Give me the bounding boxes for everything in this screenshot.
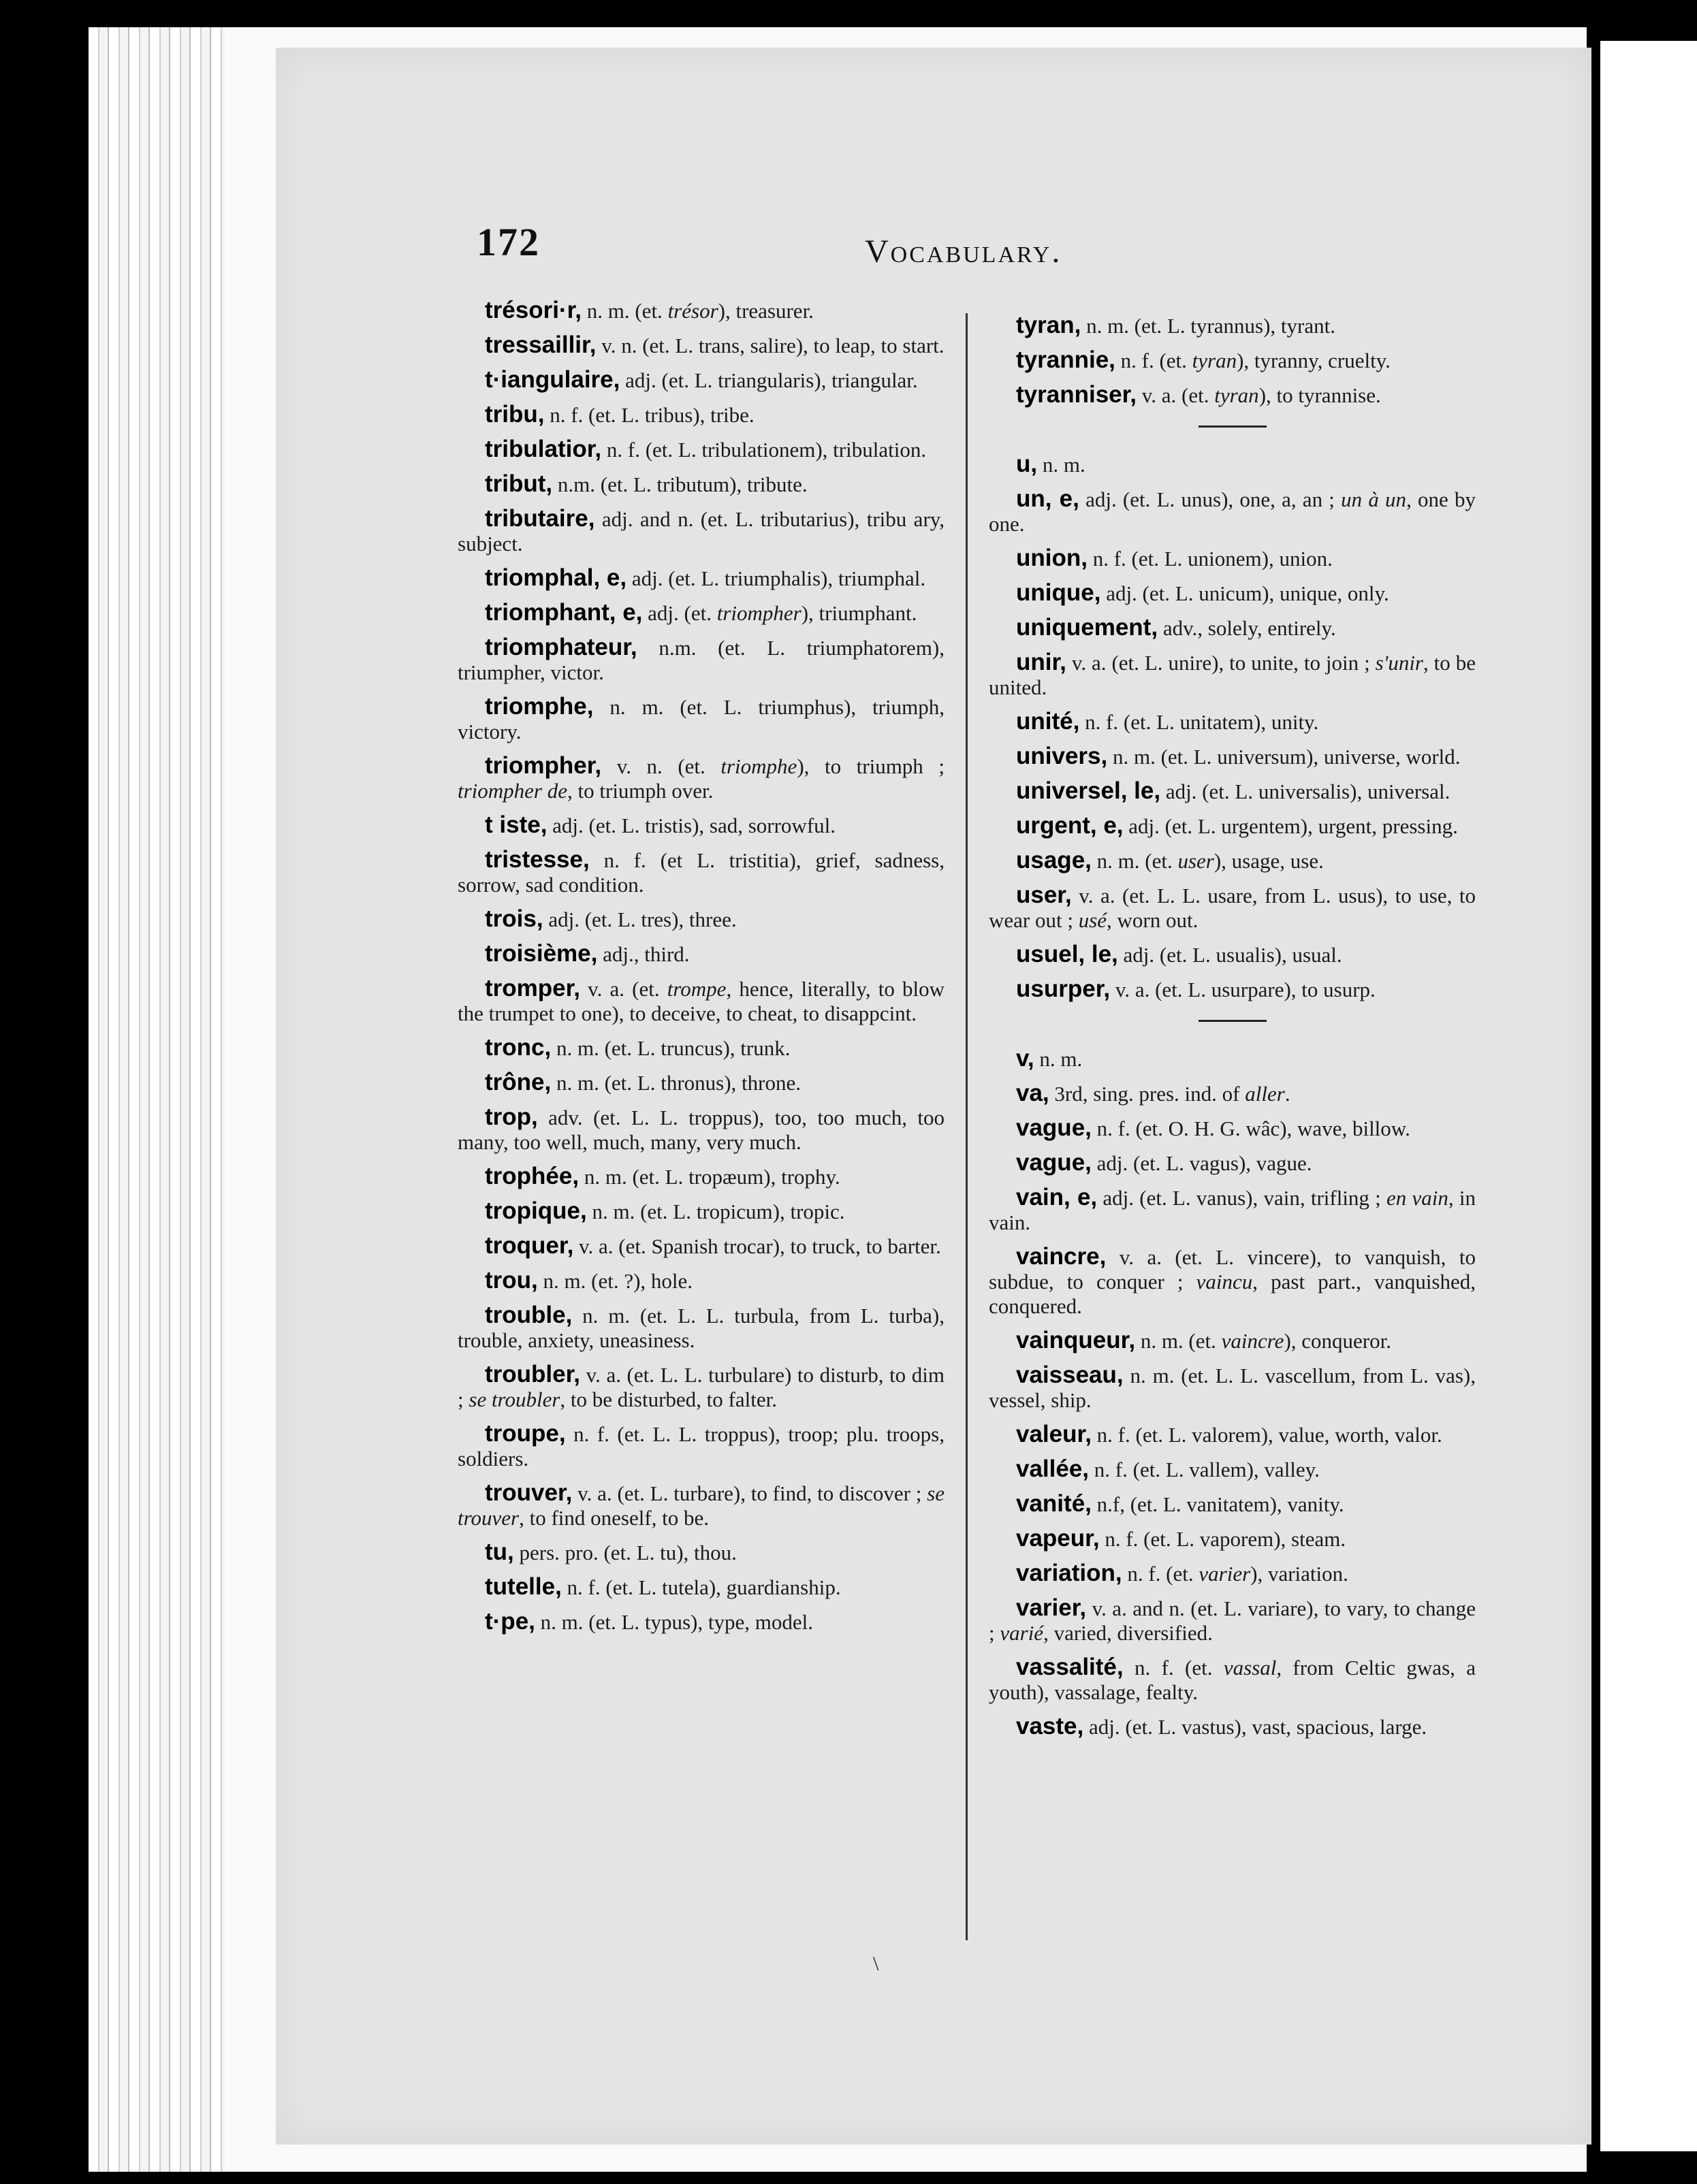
headword: tromper, <box>485 975 581 1001</box>
definition: v. a. (et. L. L. turbulare) to disturb, to dim ; <box>458 1363 945 1411</box>
headword: trois, <box>485 905 543 932</box>
definition: n. m. (et. L. truncus), trunk. <box>551 1036 791 1060</box>
dictionary-entry <box>989 779 1476 804</box>
headword: vaste, <box>1016 1713 1084 1739</box>
headword: vassalité, <box>1016 1654 1124 1680</box>
definition: v. a. (et. <box>1137 383 1215 407</box>
definition: n. m. (et. L. triumphus), triumph, victory. <box>458 695 945 743</box>
definition: , to triumph over. <box>567 779 714 803</box>
definition-italic: vaincre <box>1221 1329 1284 1353</box>
section-u <box>989 452 1476 1002</box>
dictionary-entry <box>458 1540 945 1565</box>
definition: , one by one. <box>989 487 1476 536</box>
definition: adj. and n. (et. L. tributarius), tribu ary, subject. <box>458 507 945 556</box>
dictionary-entry <box>458 1199 945 1224</box>
definition: n. f. (et. L. vaporem), steam. <box>1099 1527 1346 1551</box>
definition: v. a. and n. (et. L. variare), to vary, to change ; <box>989 1596 1476 1645</box>
headword: user, <box>1016 882 1072 908</box>
headword: vanité, <box>1016 1490 1092 1517</box>
definition: n. m. (et. L. tropicum), tropic. <box>586 1200 845 1223</box>
right-column <box>989 313 1476 1749</box>
definition: v. a. (et. Spanish trocar), to truck, to barter. <box>573 1234 941 1258</box>
definition: ), usage, use. <box>1214 849 1324 873</box>
definition-italic: vaincu <box>1196 1270 1253 1294</box>
definition: n. m. (et. L. L. vascellum, from L. vas), vessel, ship. <box>989 1364 1476 1412</box>
dictionary-entry <box>989 1081 1476 1106</box>
headword: troupe, <box>485 1420 566 1447</box>
dictionary-entry <box>458 437 945 462</box>
definition-italic: se trouver <box>458 1481 945 1530</box>
dictionary-entry <box>458 754 945 803</box>
headword: troquer, <box>485 1232 574 1259</box>
headword: trop, <box>485 1104 538 1130</box>
left-column <box>458 298 945 1644</box>
definition: adj. (et. L. vagus), vague. <box>1091 1151 1312 1175</box>
definition-italic: s'unir <box>1375 651 1423 675</box>
headword: trésori·r, <box>485 297 582 323</box>
headword: unique, <box>1016 579 1101 606</box>
definition: n. m. (et. <box>1135 1329 1222 1353</box>
headword: uniquement, <box>1016 614 1158 641</box>
definition: n. m. (et. L. universum), universe, world. <box>1107 745 1461 769</box>
dictionary-entry <box>458 1303 945 1353</box>
definition: adj. (et. L. unicum), unique, only. <box>1100 581 1389 605</box>
definition: , to be united. <box>989 651 1476 699</box>
definition: adv., solely, entirely. <box>1158 616 1336 640</box>
definition: v. n. (et. <box>601 754 721 778</box>
dictionary-entry <box>989 977 1476 1002</box>
definition: n. m. (et. <box>582 299 668 323</box>
dictionary-entry <box>989 546 1476 571</box>
dictionary-entry <box>989 848 1476 873</box>
definition: adj. (et. L. universalis), universal. <box>1160 780 1450 803</box>
dictionary-entry <box>989 1526 1476 1552</box>
dictionary-entry <box>989 942 1476 967</box>
dictionary-entry <box>458 472 945 497</box>
dictionary-entry <box>458 635 945 685</box>
definition-italic: tyran <box>1192 349 1237 372</box>
headword: usurper, <box>1016 976 1111 1002</box>
definition-italic: triompher de <box>458 779 568 803</box>
dictionary-entry <box>989 709 1476 735</box>
dictionary-entry <box>458 507 945 556</box>
headword: tutelle, <box>485 1573 562 1600</box>
stray-mark: \ <box>873 1953 879 1975</box>
definition: v. a. (et. L. L. usare, from L. usus), to use, to wear out ; <box>989 884 1476 932</box>
headword: tu, <box>485 1539 514 1565</box>
dictionary-entry <box>458 1035 945 1061</box>
headword: usuel, le, <box>1016 941 1118 967</box>
headword: unir, <box>1016 649 1066 675</box>
definition: 3rd, sing. pres. ind. of <box>1049 1082 1246 1106</box>
headword: tribu, <box>485 401 545 428</box>
dictionary-entry <box>989 1457 1476 1482</box>
dictionary-entry <box>989 814 1476 839</box>
definition: n. m. (et. L. typus), type, model. <box>535 1610 813 1634</box>
dictionary-entry <box>989 487 1476 536</box>
dictionary-entry <box>989 348 1476 373</box>
definition: n. f. (et. L. tribus), tribe. <box>544 403 755 427</box>
headword: t·iangulaire, <box>485 366 620 393</box>
definition: n. f. (et. O. H. G. wâc), wave, billow. <box>1091 1117 1410 1140</box>
dictionary-entry <box>989 1185 1476 1235</box>
dictionary-entry <box>458 1481 945 1530</box>
headword: vallée, <box>1016 1456 1090 1482</box>
definition: n. m. <box>1037 453 1085 477</box>
definition: , hence, literally, to blow the trumpet to one), to deceive, to cheat, to disappcint. <box>458 977 945 1025</box>
headword: tribulatior, <box>485 436 602 462</box>
headword: tributaire, <box>485 505 595 532</box>
dictionary-entry <box>458 402 945 428</box>
definition: , in vain. <box>989 1186 1476 1234</box>
dictionary-entry <box>989 1596 1476 1645</box>
headword: urgent, e, <box>1016 812 1124 839</box>
definition: adj., third. <box>597 942 690 966</box>
definition: n.f, (et. L. vanitatem), vanity. <box>1091 1492 1344 1516</box>
dictionary-entry <box>989 452 1476 477</box>
definition: adj. (et. L. vanus), vain, trifling ; <box>1097 1186 1387 1210</box>
dictionary-entry <box>989 383 1476 408</box>
section-t-continued <box>989 313 1476 408</box>
headword: vainqueur, <box>1016 1327 1136 1353</box>
definition: adj. (et. L. vastus), vast, spacious, large. <box>1083 1715 1427 1739</box>
dictionary-entry <box>989 1561 1476 1586</box>
definition: ), variation. <box>1250 1562 1348 1586</box>
dictionary-entry <box>989 1046 1476 1072</box>
definition: adj. (et. L. unus), one, a, an ; <box>1079 487 1342 511</box>
headword: universel, le, <box>1016 777 1161 804</box>
headword: unité, <box>1016 708 1080 735</box>
running-head: Vocabulary. <box>865 234 1062 270</box>
dictionary-entry <box>458 848 945 897</box>
definition: adj. (et. L. tristis), sad, sorrowful. <box>547 814 836 837</box>
column-divider <box>966 313 968 1940</box>
dictionary-entry <box>458 368 945 393</box>
definition: , varied, diversified. <box>1043 1621 1213 1645</box>
dictionary-entry <box>458 1105 945 1155</box>
headword: t·pe, <box>485 1608 535 1635</box>
definition: n. m. <box>1034 1047 1083 1071</box>
definition-italic: trompe <box>667 977 727 1001</box>
definition: v. a. (et. L. turbare), to find, to discover ; <box>572 1481 927 1505</box>
headword: tyrannie, <box>1016 347 1115 373</box>
headword: usage, <box>1016 847 1092 873</box>
definition: n. f. (et. L. unitatem), unity. <box>1079 710 1319 734</box>
dictionary-entry <box>989 1244 1476 1319</box>
dictionary-entry <box>458 1070 945 1095</box>
dictionary-entry <box>458 600 945 626</box>
headword: vapeur, <box>1016 1525 1100 1552</box>
definition: n. f. (et. L. unionem), union. <box>1087 547 1333 571</box>
definition-italic: triomphe <box>720 754 797 778</box>
section-separator <box>1199 1020 1267 1022</box>
dictionary-entry <box>989 1151 1476 1176</box>
headword: va, <box>1016 1080 1049 1106</box>
headword: vague, <box>1016 1149 1092 1176</box>
definition: n.m. (et. L. triumphatorem), triumpher, victor. <box>458 636 945 684</box>
definition: pers. pro. (et. L. tu), thou. <box>513 1541 737 1564</box>
headword: triomphe, <box>485 693 594 720</box>
definition: v. a. (et. L. unire), to unite, to join ; <box>1066 651 1376 675</box>
headword: trouble, <box>485 1302 573 1328</box>
definition: n. f. (et. L. L. troppus), troop; plu. troops, soldiers. <box>458 1422 945 1471</box>
definition-italic: tyran <box>1214 383 1259 407</box>
headword: tribut, <box>485 470 553 497</box>
dictionary-entry <box>989 1363 1476 1413</box>
headword: tropique, <box>485 1198 587 1224</box>
dictionary-entry <box>989 883 1476 933</box>
definition: ), tyranny, cruelty. <box>1237 349 1391 372</box>
dictionary-entry <box>458 1422 945 1471</box>
dictionary-entry <box>458 333 945 358</box>
headword: vaincre, <box>1016 1243 1107 1270</box>
dictionary-entry <box>989 650 1476 700</box>
headword: trône, <box>485 1069 552 1095</box>
headword: u, <box>1016 451 1038 477</box>
definition: , from Celtic gwas, a youth), vassalage, fealty. <box>989 1656 1476 1704</box>
headword: troisième, <box>485 940 598 967</box>
dictionary-entry <box>989 1422 1476 1447</box>
definition-italic: se troubler <box>469 1387 560 1411</box>
definition: n. f. (et. L. tribulationem), tribulation. <box>601 438 927 462</box>
headword: vaisseau, <box>1016 1362 1124 1388</box>
definition: n. m. (et. L. thronus), throne. <box>551 1071 801 1095</box>
dictionary-entry <box>989 581 1476 606</box>
definition: adj. (et. L. usualis), usual. <box>1117 943 1342 967</box>
headword: tyran, <box>1016 312 1081 338</box>
dictionary-entry <box>458 976 945 1026</box>
dictionary-entry <box>458 1609 945 1635</box>
dictionary-entry <box>458 1362 945 1412</box>
page-number: 172 <box>477 220 540 264</box>
definition-italic: trésor <box>667 299 718 323</box>
definition: n. m. (et. L. tyrannus), tyrant. <box>1081 314 1335 338</box>
definition-italic: en vain <box>1386 1186 1448 1210</box>
dictionary-entry <box>458 907 945 932</box>
definition: ), to triumph ; <box>797 754 945 778</box>
headword: tristesse, <box>485 846 590 873</box>
headword: troubler, <box>485 1361 581 1387</box>
dictionary-entry <box>458 1164 945 1189</box>
definition-italic: varié <box>1000 1621 1044 1645</box>
dictionary-entry <box>989 744 1476 769</box>
definition: n. f. (et. <box>1122 1562 1199 1586</box>
definition: v. n. (et. L. trans, salire), to leap, to start. <box>596 334 945 357</box>
dictionary-entry <box>989 313 1476 338</box>
dictionary-entry <box>458 1575 945 1600</box>
headword: triompher, <box>485 752 602 779</box>
headword: trophée, <box>485 1163 580 1189</box>
dictionary-entry <box>458 1268 945 1294</box>
definition: v. a. (et. <box>580 977 667 1001</box>
headword: triomphateur, <box>485 634 637 660</box>
headword: union, <box>1016 545 1088 571</box>
headword: univers, <box>1016 743 1108 769</box>
dictionary-entry <box>989 1655 1476 1705</box>
headword: variation, <box>1016 1560 1122 1586</box>
definition: , past part., vanquished, conquered. <box>989 1270 1476 1318</box>
definition-italic: usé <box>1078 908 1107 932</box>
section-v <box>989 1046 1476 1739</box>
headword: tronc, <box>485 1034 552 1061</box>
definition: adj. (et. <box>642 601 717 625</box>
definition: ), triumphant. <box>801 601 917 625</box>
definition: n. f. (et L. tristitia), grief, sadness, sorrow, sad condition. <box>458 848 945 897</box>
headword: triomphant, e, <box>485 599 643 626</box>
definition-italic: aller <box>1245 1082 1285 1106</box>
dictionary-entry <box>989 1328 1476 1353</box>
definition: ), treasurer. <box>718 299 814 323</box>
facing-page-strip <box>1600 41 1697 2151</box>
dictionary-entry <box>458 566 945 591</box>
definition-italic: varier <box>1199 1562 1251 1586</box>
dictionary-entry <box>458 298 945 323</box>
definition-italic: user <box>1177 849 1214 873</box>
definition: n. m. (et. L. tropæum), trophy. <box>579 1165 840 1189</box>
definition: v. a. (et. L. usurpare), to usurp. <box>1110 978 1376 1001</box>
headword: valeur, <box>1016 1421 1092 1447</box>
definition: adj. (et. L. tres), three. <box>543 908 737 931</box>
headword: tressaillir, <box>485 332 597 358</box>
section-separator <box>1199 425 1267 428</box>
dictionary-entry <box>989 1492 1476 1517</box>
definition: ), conqueror. <box>1284 1329 1391 1353</box>
headword: tyranniser, <box>1016 381 1137 408</box>
definition-italic: un à un <box>1341 487 1407 511</box>
headword: vain, e, <box>1016 1184 1098 1210</box>
definition: n. m. (et. L. L. turbula, from L. turba), trouble, anxiety, uneasiness. <box>458 1304 945 1352</box>
dictionary-entry <box>989 1116 1476 1141</box>
definition: adj. (et. L. urgentem), urgent, pressing. <box>1123 814 1458 838</box>
definition: adv. (et. L. L. troppus), too, too much, too many, too well, much, many, very much. <box>458 1106 945 1154</box>
definition: adj. (et. L. triumphalis), triumphal. <box>627 566 926 590</box>
definition: n. m. (et. <box>1091 849 1178 873</box>
headword: triomphal, e, <box>485 564 627 591</box>
definition: adj. (et. L. triangularis), triangular. <box>620 368 918 392</box>
definition-italic: triompher <box>716 601 802 625</box>
definition: n.m. (et. L. tributum), tribute. <box>552 472 808 496</box>
definition: ), to tyrannise. <box>1258 383 1381 407</box>
headword: v, <box>1016 1045 1034 1072</box>
headword: t iste, <box>485 812 548 838</box>
definition: , worn out. <box>1107 908 1199 932</box>
dictionary-entry <box>458 694 945 744</box>
dictionary-entry <box>458 1234 945 1259</box>
dictionary-entry <box>458 942 945 967</box>
dictionary-entry <box>458 813 945 838</box>
headword: trouver, <box>485 1479 573 1506</box>
definition: n. f. (et. <box>1115 349 1192 372</box>
definition: n. f. (et. L. valorem), value, worth, valor. <box>1091 1423 1442 1447</box>
definition: n. f. (et. <box>1123 1656 1224 1680</box>
definition: . <box>1284 1082 1290 1106</box>
headword: varier, <box>1016 1594 1087 1621</box>
definition: , to find oneself, to be. <box>519 1506 710 1530</box>
definition: v. a. (et. L. vincere), to vanquish, to subdue, to conquer ; <box>989 1245 1476 1294</box>
dictionary-entry <box>989 615 1476 641</box>
definition: , to be disturbed, to falter. <box>560 1387 777 1411</box>
headword: vague, <box>1016 1114 1092 1141</box>
headword: trou, <box>485 1267 538 1294</box>
headword: un, e, <box>1016 485 1079 512</box>
dictionary-entry <box>989 1714 1476 1739</box>
definition: n. m. (et. ?), hole. <box>537 1269 693 1293</box>
definition: n. f. (et. L. tutela), guardianship. <box>561 1575 841 1599</box>
definition: n. f. (et. L. vallem), valley. <box>1089 1458 1320 1481</box>
definition-italic: vassal <box>1223 1656 1277 1680</box>
